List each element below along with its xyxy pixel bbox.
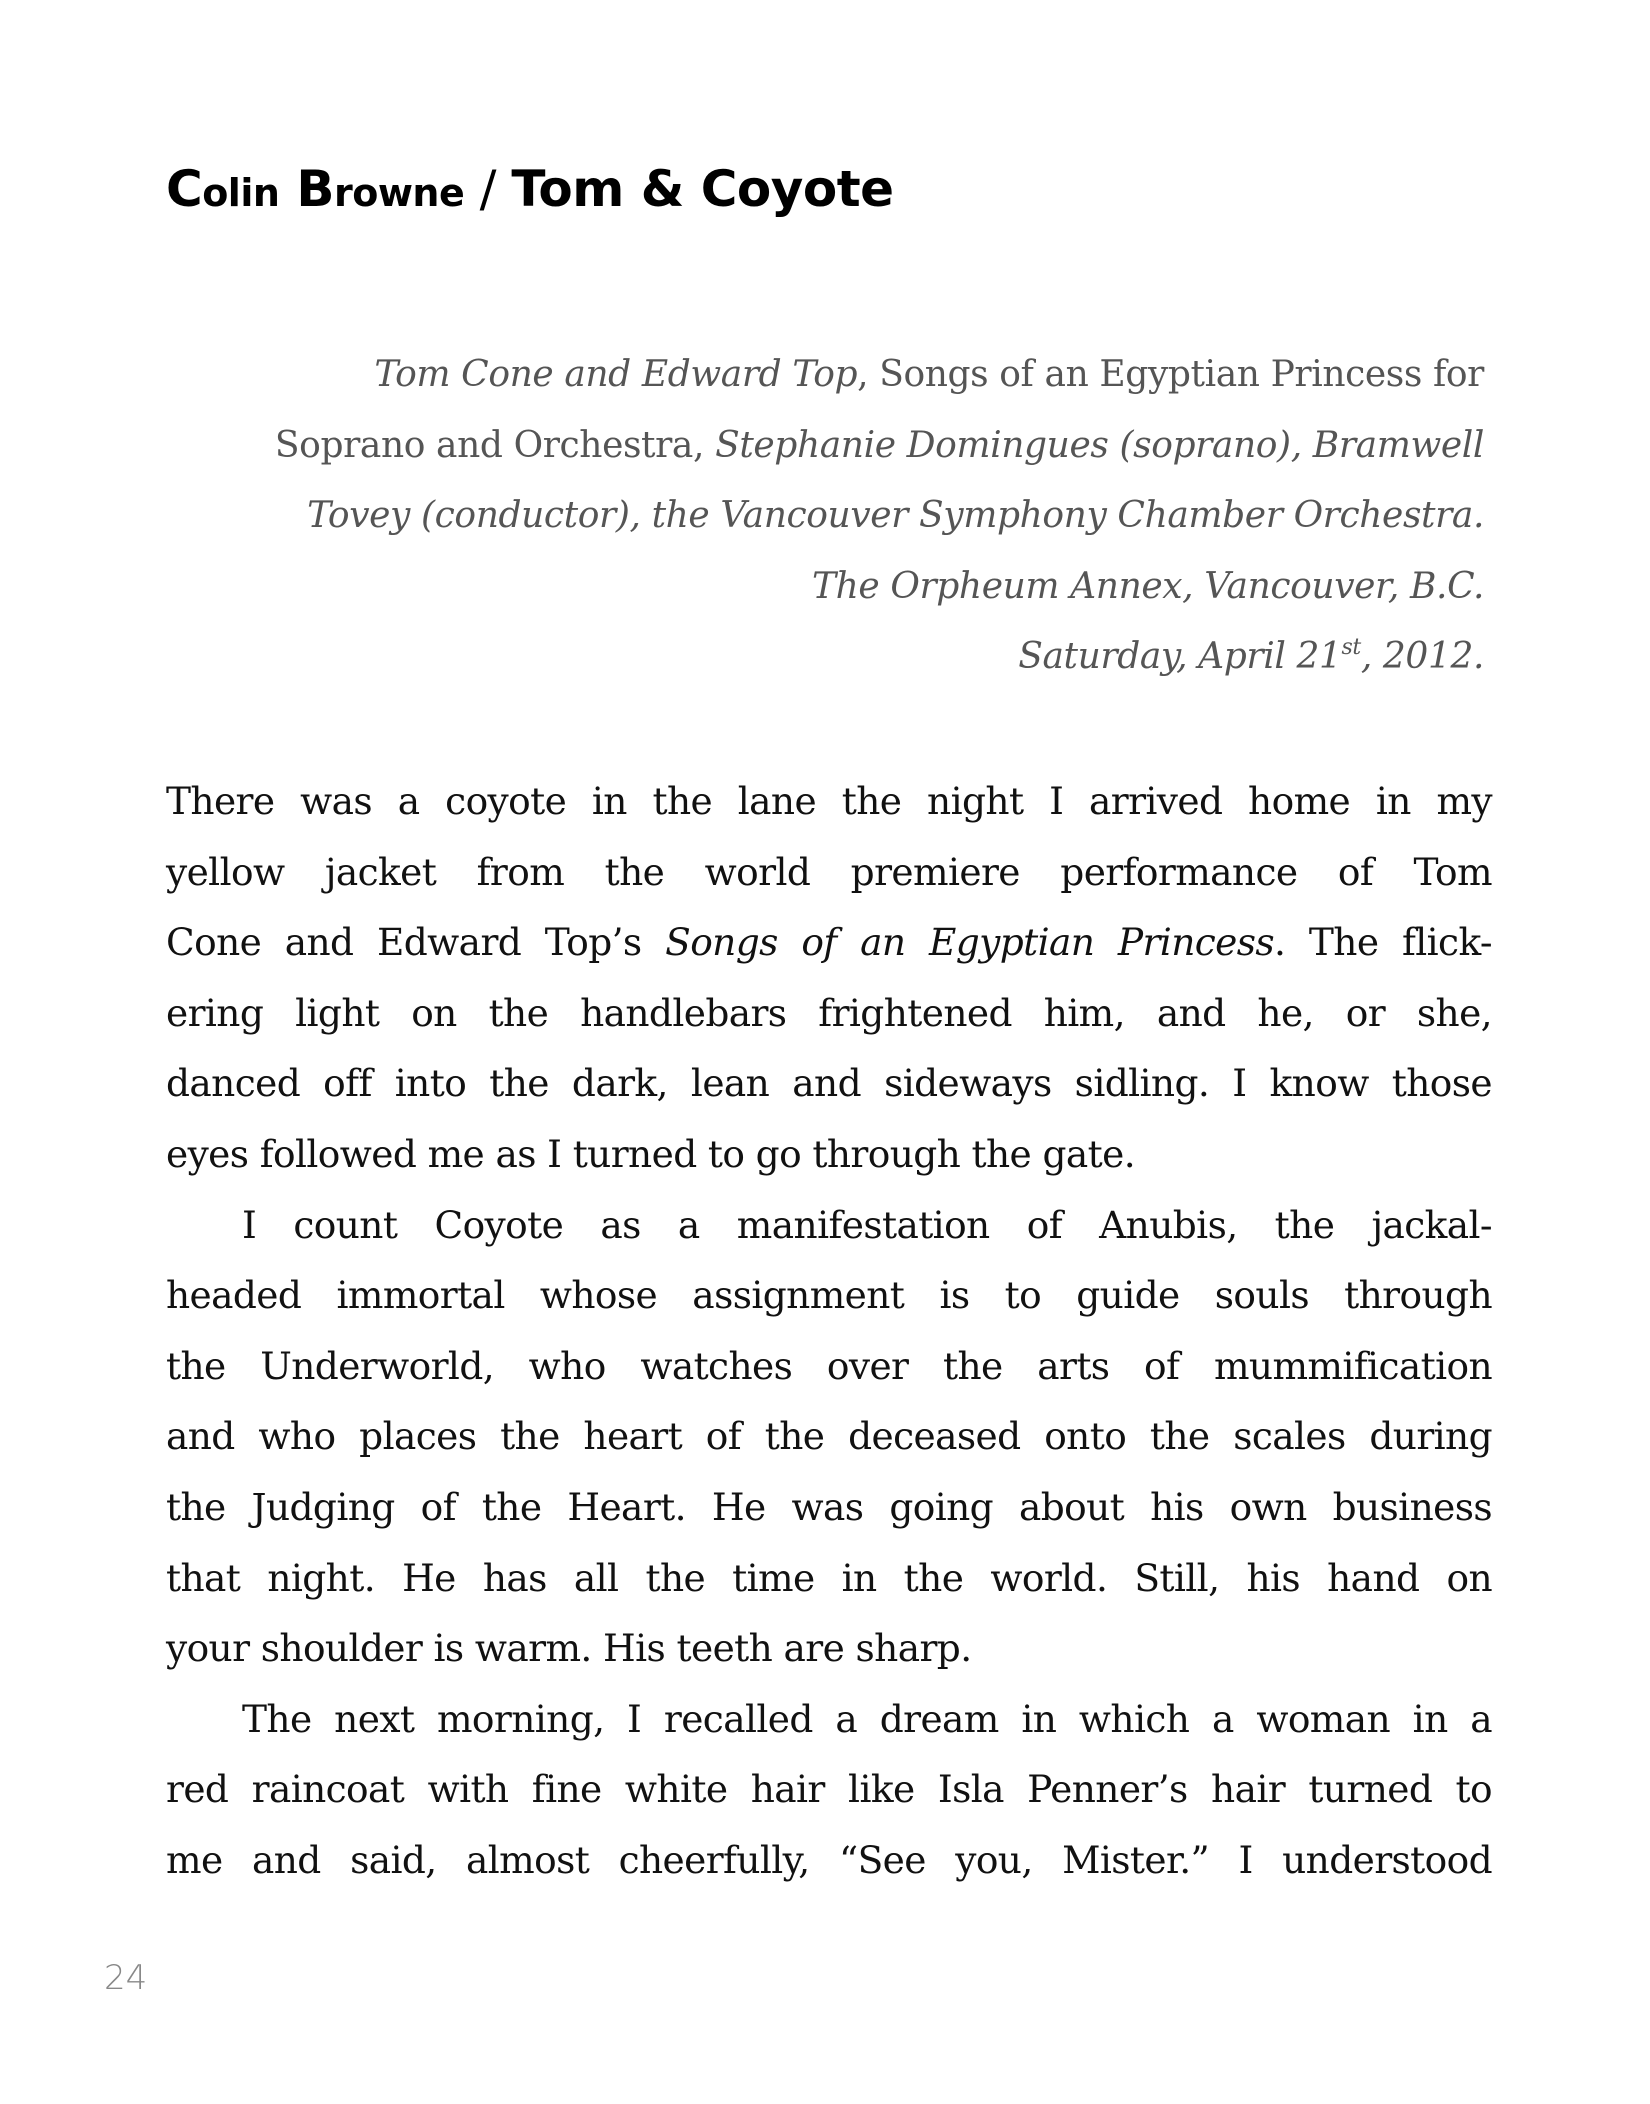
text-run: I count Coyote as a manifestation of Anubis, the jackal- (242, 1202, 1492, 1247)
text-run: the Underworld, who watches over the arts of mummification (166, 1343, 1492, 1388)
text-line (166, 1684, 1492, 1755)
work-title: Tom & Coyote (511, 160, 894, 218)
title-separator: / (464, 160, 512, 218)
page-title (166, 160, 894, 218)
text-line (166, 1543, 1492, 1614)
text-line (166, 978, 1492, 1049)
text-run: and who places the heart of the deceased onto the scales during (166, 1414, 1492, 1459)
author-name-part: olin (202, 171, 280, 215)
text-line (166, 1331, 1492, 1402)
text-run: There was a coyote in the lane the night I arrived home in my (166, 779, 1492, 823)
detail-text: Stephanie Domingues (soprano), Bramwell (715, 424, 1484, 466)
text-run: red raincoat with fine white hair like Isla Penner’s hair turned to (166, 1767, 1492, 1812)
text-run: Cone and Edward Top’s (166, 920, 666, 965)
ordinal-suffix: st (1341, 635, 1361, 660)
text-line (166, 1472, 1492, 1543)
author-name-part: rowne (333, 171, 465, 215)
detail-text: The Orpheum Annex, Vancouver, B.C. (812, 565, 1484, 607)
text-run: ering light on the handlebars frightened him, and he, or she, (166, 990, 1492, 1035)
page-number: 24 (104, 1958, 148, 1998)
body-text (166, 766, 1492, 1896)
text-line (166, 1613, 1492, 1684)
text-run: eyes followed me as I turned to go through the gate. (166, 1131, 1136, 1176)
text-run: danced off into the dark, lean and sideways sidling. I know those (166, 1061, 1492, 1106)
author-initial: B (296, 160, 334, 218)
text-line (166, 1190, 1492, 1261)
performance-detail-line (166, 411, 1484, 482)
performance-detail-line (166, 552, 1484, 623)
text-run: . The flick- (1274, 920, 1492, 965)
text-line (166, 1119, 1492, 1190)
text-run: yellow jacket from the world premiere performance of Tom (166, 849, 1492, 894)
detail-text: , Songs of an Egyptian Princess for (857, 354, 1484, 395)
performance-details (166, 340, 1484, 693)
performance-detail-line (166, 622, 1484, 693)
text-run: headed immortal whose assignment is to guide souls through (166, 1273, 1492, 1318)
detail-text: Saturday, April 21 (1018, 636, 1342, 677)
text-line (166, 907, 1492, 978)
performance-detail-line (166, 340, 1484, 411)
text-run: your shoulder is warm. His teeth are sharp. (166, 1626, 972, 1671)
text-line (166, 766, 1492, 837)
italic-title: Songs of an Egyptian Princess (665, 920, 1275, 965)
text-line (166, 1754, 1492, 1825)
text-line (166, 1260, 1492, 1331)
text-line (166, 1825, 1492, 1896)
detail-text: Soprano and Orchestra, (274, 424, 716, 466)
text-run: The next morning, I recalled a dream in which a woman in a (242, 1696, 1492, 1741)
text-run: the Judging of the Heart. He was going about his own business (166, 1484, 1492, 1529)
text-line (166, 837, 1492, 908)
author-initial: C (166, 160, 203, 218)
performance-detail-line (166, 481, 1484, 552)
text-line (166, 1401, 1492, 1472)
detail-text: Tom Cone and Edward Top (374, 354, 858, 395)
text-line (166, 1048, 1492, 1119)
detail-text: Tovey (conductor), the Vancouver Symphony Chamber Orchestra. (307, 495, 1484, 536)
text-run: that night. He has all the time in the world. Still, his hand on (166, 1555, 1492, 1600)
text-run: me and said, almost cheerfully, “See you, Mister.” I understood (166, 1837, 1492, 1882)
detail-text: , 2012. (1360, 636, 1484, 677)
